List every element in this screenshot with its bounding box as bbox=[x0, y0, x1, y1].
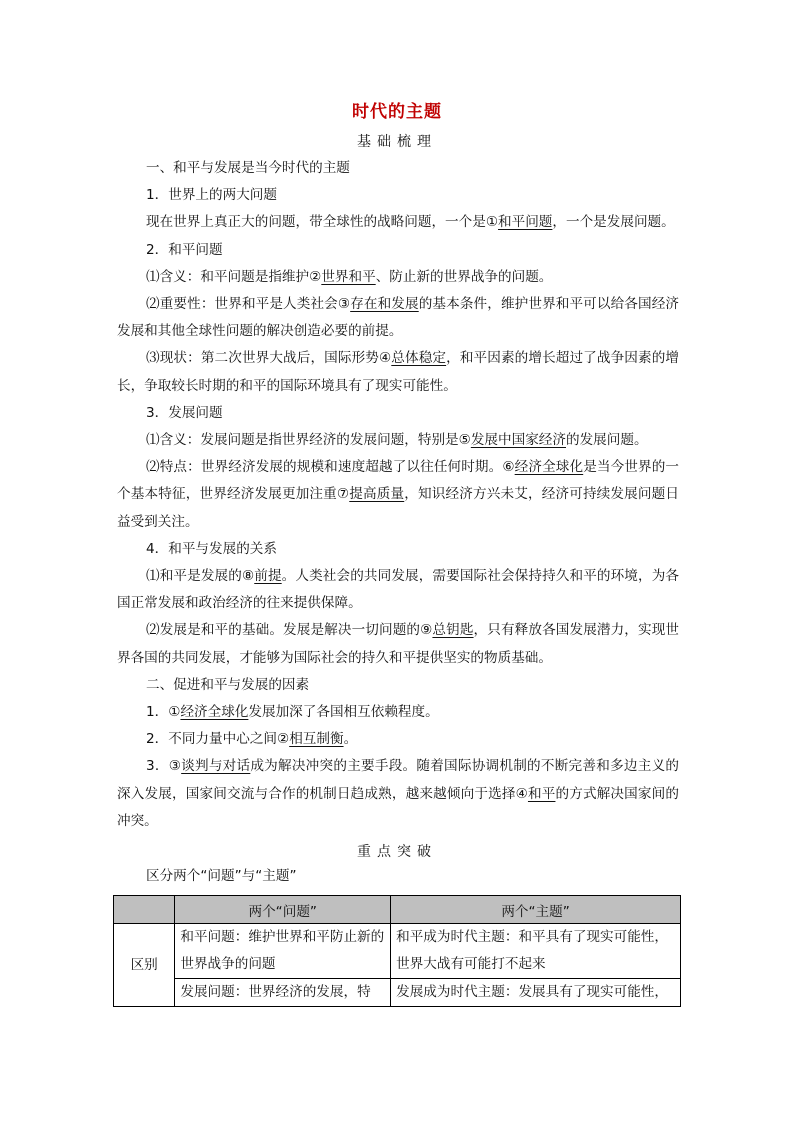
row-label: 区别 bbox=[114, 924, 175, 1007]
table-header-row bbox=[114, 896, 681, 924]
answer-blank: 提高质量 bbox=[349, 486, 405, 503]
paragraph-4-2: ⑵发展是和平的基础。发展是解决一切问题的⑨总钥匙，只有释放各国发展潜力，实现世界各国的共同发展，才能够为国际社会的持久和平提供坚实的物质基础。 bbox=[117, 622, 680, 666]
answer-blank: 谈判与对话 bbox=[181, 758, 251, 775]
table-row bbox=[114, 979, 681, 1007]
table-cell: 发展成为时代主题：发展具有了现实可能性， bbox=[391, 979, 681, 1007]
table-cell: 发展问题：世界经济的发展，特 bbox=[175, 979, 391, 1007]
answer-blank: 发展中国家经济 bbox=[470, 432, 566, 449]
paragraph-4-1: ⑴和平是发展的⑧前提。人类社会的共同发展，需要国际社会保持持久和平的环境，为各国正常发展和政治经济的往来提供保障。 bbox=[117, 568, 680, 612]
column-header: 两个“问题” bbox=[175, 896, 391, 924]
answer-blank: 和平 bbox=[527, 785, 556, 802]
table-row bbox=[114, 924, 681, 979]
answer-blank: 和平问题 bbox=[498, 214, 553, 231]
column-header: 两个“主题” bbox=[391, 896, 681, 924]
paragraph-2-1: ⑴含义：和平问题是指维护②世界和平、防止新的世界战争的问题。 bbox=[146, 268, 553, 285]
table-intro: 区分两个“问题”与“主题” bbox=[146, 868, 297, 884]
answer-blank: 前提 bbox=[254, 568, 282, 585]
subheading-1: 1．世界上的两大问题 bbox=[146, 187, 277, 204]
answer-blank: 经济全球化 bbox=[514, 459, 584, 476]
heading-2: 二、促进和平与发展的因素 bbox=[146, 676, 310, 693]
subheading-2: 2．和平问题 bbox=[146, 241, 223, 258]
table-cell: 和平成为时代主题：和平具有了现实可能性，世界大战有可能打不起来 bbox=[391, 924, 681, 979]
answer-blank: 世界和平 bbox=[321, 268, 376, 285]
answer-blank: 总体稳定 bbox=[391, 350, 447, 367]
section-heading-basics: 基础梳理 bbox=[357, 134, 437, 150]
document-body bbox=[117, 155, 679, 835]
paragraph-3-2: ⑵特点：世界经济发展的规模和速度超越了以往任何时期。⑥经济全球化是当今世界的一个基本特征，世界经济发展更加注重⑦提高质量，知识经济方兴未艾，经济可持续发展问题日益受到关注。 bbox=[117, 459, 680, 530]
comparison-table bbox=[113, 895, 681, 1007]
answer-blank: 经济全球化 bbox=[180, 704, 249, 721]
factor-3: 3．③谈判与对话成为解决冲突的主要手段。随着国际协调机制的不断完善和多边主义的深入发展，国家间交流与合作的机制日趋成熟，越来越倾向于选择④和平的方式解决国家间的冲突。 bbox=[117, 758, 680, 829]
answer-blank: 存在和发展 bbox=[350, 296, 419, 313]
answer-blank: 相互制衡 bbox=[289, 731, 344, 748]
paragraph-2-2: ⑵重要性：世界和平是人类社会③存在和发展的基本条件，维护世界和平可以给各国经济发展和其他全球性问题的解决创造必要的前提。 bbox=[117, 296, 680, 340]
paragraph-1: 现在世界上真正大的问题，带全球性的战略问题，一个是①和平问题，一个是发展问题。 bbox=[146, 214, 675, 231]
factor-1: 1．①经济全球化发展加深了各国相互依赖程度。 bbox=[146, 704, 439, 721]
paragraph-2-3: ⑶现状：第二次世界大战后，国际形势④总体稳定，和平因素的增长超过了战争因素的增长，争取较长时期的和平的国际环境具有了现实可能性。 bbox=[117, 350, 680, 394]
paragraph-3-1: ⑴含义：发展问题是指世界经济的发展问题，特别是⑤发展中国家经济的发展问题。 bbox=[146, 432, 648, 449]
answer-blank: 总钥匙 bbox=[432, 622, 474, 639]
subheading-4: 4．和平与发展的关系 bbox=[146, 540, 277, 557]
page-title: 时代的主题 bbox=[352, 102, 442, 122]
table-cell: 和平问题：维护世界和平防止新的世界战争的问题 bbox=[175, 924, 391, 979]
heading-1: 一、和平与发展是当今时代的主题 bbox=[146, 160, 350, 176]
factor-2: 2．不同力量中心之间②相互制衡。 bbox=[146, 731, 358, 748]
section-heading-key-points: 重点突破 bbox=[357, 844, 437, 860]
subheading-3: 3．发展问题 bbox=[146, 404, 223, 421]
table-corner-cell bbox=[114, 896, 175, 924]
